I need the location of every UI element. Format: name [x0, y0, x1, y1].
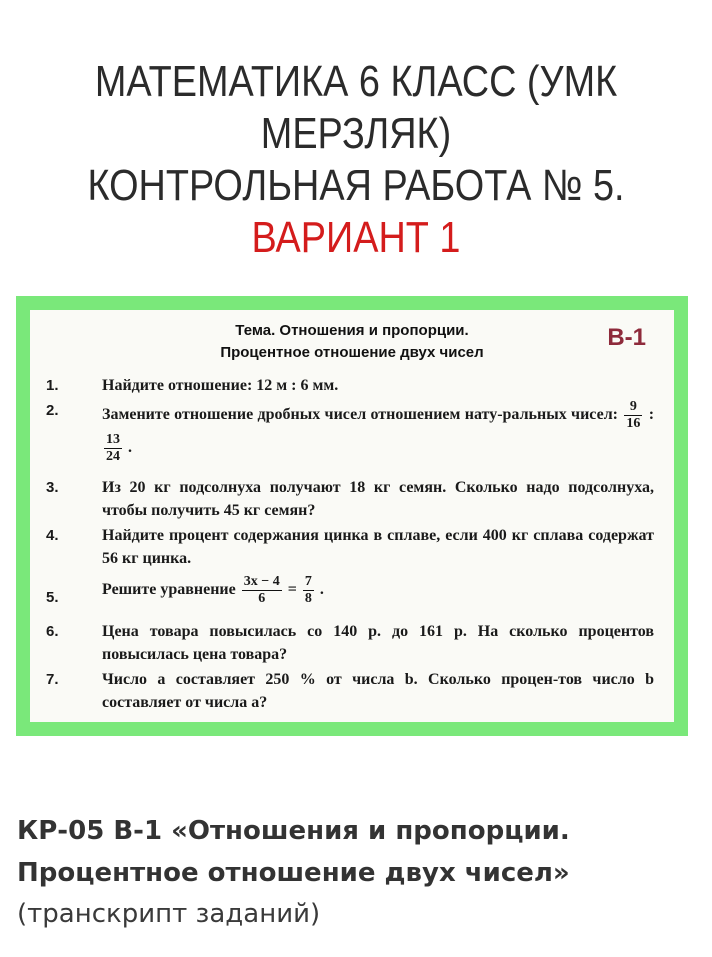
task-4 — [46, 524, 654, 570]
headline-line-2: МЕРЗЛЯК) — [260, 109, 452, 158]
task-text: Решите уравнение — [102, 581, 236, 599]
task-3 — [46, 476, 654, 522]
task-text: Цена товара повысилась со 140 р. до 161 р. На сколько процентов повысилась цена товара? — [102, 623, 654, 663]
task-number: 1. — [46, 377, 59, 394]
task-5 — [46, 574, 654, 607]
headline-line-3: КОНТРОЛЬНАЯ РАБОТА № 5. — [87, 161, 625, 210]
fraction-numerator: 7 — [304, 574, 312, 589]
fraction-denominator: 8 — [304, 591, 312, 606]
topic-subtitle: Процентное отношение двух чисел — [220, 344, 484, 361]
task-text: Найдите процент содержания цинка в сплаве, если 400 кг сплава содержат 56 кг цинка. — [102, 527, 654, 567]
fraction — [624, 399, 642, 432]
caption-line-1: КР-05 В-1 «Отношения и пропорции. — [17, 816, 570, 846]
fraction — [303, 574, 314, 607]
fraction-denominator: 6 — [258, 591, 266, 606]
task-text: Из 20 кг подсолнуха получают 18 кг семян. Сколько надо подсолнуха, чтобы получить 45 кг семян? — [102, 479, 654, 519]
headline-variant: ВАРИАНТ 1 — [251, 213, 461, 262]
task-2 — [46, 399, 654, 465]
task-number: 7. — [46, 671, 59, 688]
test-sheet — [30, 310, 674, 722]
image-caption — [17, 810, 697, 934]
task-number: 4. — [46, 527, 59, 544]
period: . — [319, 581, 324, 599]
ratio-sign: : — [648, 406, 655, 424]
equals-sign: = — [287, 581, 297, 599]
task-number: 6. — [46, 623, 59, 640]
page-headline — [50, 56, 662, 264]
sheet-topic — [30, 320, 674, 364]
headline-line-1: МАТЕМАТИКА 6 КЛАСС (УМК — [94, 57, 618, 106]
test-sheet-image — [16, 296, 688, 736]
task-7 — [46, 668, 654, 714]
task-number: 3. — [46, 479, 59, 496]
fraction-numerator: 3x − 4 — [243, 574, 280, 589]
variant-badge: В-1 — [607, 324, 646, 351]
fraction-denominator: 16 — [626, 416, 641, 431]
fraction-denominator: 24 — [106, 449, 120, 464]
caption-line-3: (транскрипт заданий) — [17, 899, 321, 929]
task-6 — [46, 620, 654, 666]
period: . — [128, 439, 132, 457]
task-1 — [46, 374, 654, 397]
fraction-numerator: 13 — [106, 432, 120, 447]
task-text: Замените отношение дробных чисел отношением нату-ральных чисел: — [102, 406, 618, 424]
topic-label: Тема. — [235, 322, 276, 339]
fraction-numerator: 9 — [624, 399, 642, 416]
task-text: Число a составляет 250 % от числа b. Сколько процен-тов число b составляет от числа a? — [102, 671, 654, 711]
fraction — [242, 574, 282, 607]
task-number: 2. — [46, 402, 59, 419]
fraction — [104, 432, 122, 465]
task-text: Найдите отношение: 12 м : 6 мм. — [102, 377, 339, 394]
caption-line-2: Процентное отношение двух чисел» — [17, 858, 570, 888]
task-number: 5. — [46, 589, 59, 606]
topic-title: Отношения и пропорции. — [275, 322, 469, 339]
